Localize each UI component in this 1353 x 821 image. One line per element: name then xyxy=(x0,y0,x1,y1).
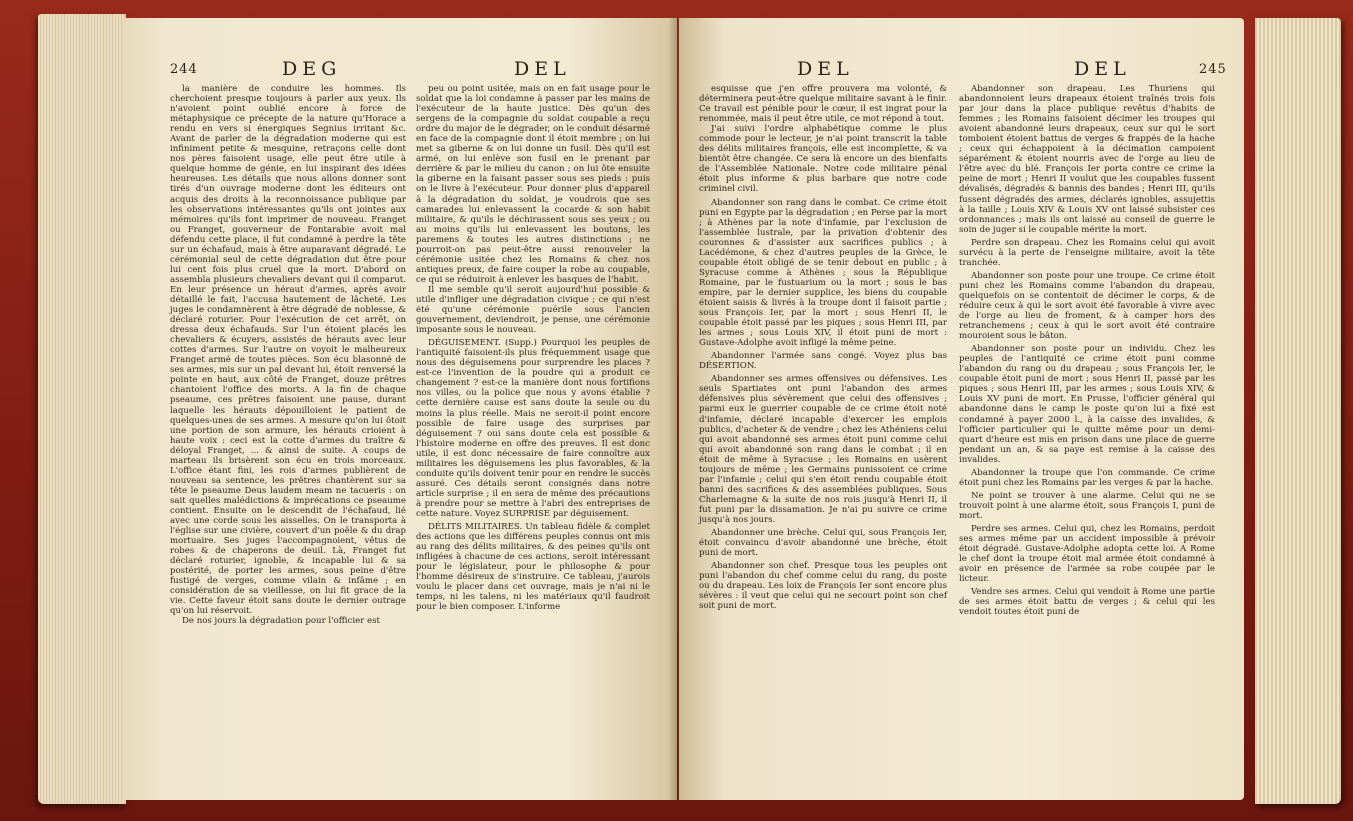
left-page-column-1 xyxy=(170,84,406,796)
entry: Abandonner ses armes offensives ou défensives. Les seuls Spartiates ont puni l'abandon des armes défensives plus sévèrement que celui des offensives ; parmi eux le guerrier coupable de ce crime étoit noté d'infamie, déclaré incapable d'exercer les emplois publics, d'acheter & de vendre ; chez les Athéniens celui qui avoit abandonné ses armes étoit puni comme celui qui avoit abandonné son rang dans le combat ; il en étoit de même à Syracuse ; les Romains en usèrent toujours de même ; les Germains punissoient ce crime par l'infamie ; celui qui s'en étoit rendu coupable étoit banni des sacrifices & des assemblées publiques. Sous Charlemagne & la suite de nos rois jusqu'à Henri II, il fut puni par la dissamation. Je n'ai pu suivre ce crime jusqu'à nos jours. xyxy=(699,374,947,525)
right-page xyxy=(679,18,1244,800)
entry: Abandonner son poste pour un individu. Chez les peuples de l'antiquité ce crime étoit puni comme l'abandon du rang ou du drapeau ; sous François Ier, le coupable étoit puni de mort ; sous Henri II, passé par les piques ; sous Henri III, par les armes ; sous Louis XIV, & Louis XV puni de mort. En Prusse, l'officier général qui abandonne dans le camp le poste qu'on lui a fixé est condamné à payer 2000 l., à la caisse des invalides, & l'officier particulier qui le quitte même pour un demi-quart d'heure est mis en prison dans une place de guerre pendant un an, & sa paye est remise à la caisse des invalides. xyxy=(959,344,1215,465)
article-heading-deguisement: DÉGUISEMENT. (Supp.) Pourquoi les peuples de l'antiquité faisoient-ils plus fréquemment usage que nous des déguisemens pour surprendre les places ? est-ce l'invention de la poudre qui a produit ce changement ? est-ce la manière dont nous fortifions nos villes, ou la police que nous y avons établie ? cette dernière cause est sans doute la seule ou du moins la plus réelle. Mais ne seroit-il point encore possible de faire usage des surprises par déguisement ? oui sans doute cela est possible & l'histoire moderne en offre des preuves. Il est donc utile, il est donc nécessaire de faire connoître aux militaires les déguisemens les plus favorables, & la conduite qu'ils doivent tenir pour en rendre le succès assuré. Ces détails seront consignés dans notre article surprise ; il en sera de même des précautions à prendre pour se mettre à l'abri des entreprises de cette nature. Voyez SURPRISE par déguisement. xyxy=(416,338,650,519)
paragraph: De nos jours la dégradation pour l'officier est xyxy=(182,616,380,627)
paragraph: J'ai suivi l'ordre alphabétique comme le plus commode pour le lecteur, je n'ai point transcrit la table des délits militaires françois, elle est incomplette, & va bientôt être changée. Ce sera là encore un des bienfaits de l'Assemblée Nationale. Notre code militaire pénal étoit plus informe & plus barbare que notre code criminel civil. xyxy=(699,124,947,195)
entry: Perdre son drapeau. Chez les Romains celui qui avoit survécu à la perte de l'enseigne militaire, avoit la tête tranchée. xyxy=(959,237,1215,268)
right-page-number: 245 xyxy=(1199,62,1227,77)
left-running-head-left: DEG xyxy=(282,58,342,80)
entry: Abandonner son chef. Presque tous les peuples ont puni l'abandon du chef comme celui du rang, du poste ou du drapeau. Les loix de François Ier sont encore plus sévères : il veut que celui qui ne secourt point son chef soit puni de mort. xyxy=(699,561,947,612)
paragraph: la manière de conduire les hommes. Ils cherchoient presque toujours à parler aux yeux. Ils n'avoient point oublié encore à force de métaphysique ce précepte de la nature qu'Horace a rendu en vers si énergiques Segnius irritant &c. Avant de parler de la dégradation moderne qui est infiniment petite & mesquine, retraçons celle dont nos pères faisoient usage, elle peut être utile à quelque homme de génie, en lui inspirant des idées heureuses. Les détails que nous allons donner sont tirés d'un ouvrage moderne dont les éditeurs ont acquis des droits à la reconnoissance publique par les observations intéressantes qu'ils ont jointes aux mémoires qu'ils font imprimer de nouveau. Franget ou Franget, gouverneur de Fontarabie avoit mal défendu cette place, il fut condamné à perdre la tête sur un échafaud, mais à être auparavant dégradé. Le cérémonial seul de cette dégradation dut être pour lui cent fois plus cruel que la mort. D'abord on assembla plusieurs chevaliers devant qui il comparut. En leur présence un héraut d'armes, après avoir détaillé le fait, l'accusa hautement de lâcheté. Les juges le condamnèrent à être dégradé de noblesse, & déclaré roturier. Pour l'exécution de cet arrêt, on dressa deux échafauds. Sur l'un étoient placés les chevaliers & écuyers, assistés de hérauts avec leur cottes d'armes. Sur l'autre on voyoit le malheureux Franget armé de toutes pièces. Son écu blasonné de ses armes, mis sur un pal devant lui, étoit renversé la pointe en haut, aux côté de Franget, douze prêtres chantoient l'office des morts. A la fin de chaque pseaume, ces prêtres faisoient une pause, durant laquelle les hérauts dépouilloient le patient de quelques-unes de ses armes. A mesure qu'on lui ôtoit une portion de son armure, les hérauts crioient à haute voix : ceci est la cotte d'armes du traître & déloyal Franget, ... & ainsi de suite. A coups de marteau ils brisèrent son écu en trois morceaux. L'office étant fini, les rois d'armes publièrent de nouveau sa sentence, les prêtres chantèrent sur sa tête le pseaume Deus laudem meam ne tacueris : on sait quelles malédictions & imprécations ce pseaume contient. Ensuite on le descendit de l'échafaud, lié avec une corde sous les aisselles. On le transporta à l'église sur une civière, couvert d'un poêle & du drap mortuaire. Ses juges l'accompagnoient, vêtus de robes & de chaperons de deuil. Là, Franget fut déclaré roturier, ignoble, & incapable lui & sa postérité, de porter les armes, sous peine d'être fustigé de verges, comme vilain & infâme ; en considération de sa vieillesse, on lui fit grace de la vie. Cette faveur étoit sans doute le dernier outrage qu'on lui réservoit. xyxy=(170,84,406,617)
article-heading-delits-militaires: DÉLITS MILITAIRES. Un tableau fidèle & complet des actions que les différens peuples connus ont mis au rang des délits militaires, & des peines qu'ils ont infligées à chacune de ces actions, seroit intéressant pour le législateur, pour le philosophe & pour l'homme désireux de s'instruire. Ce tableau, j'aurois voulu le placer dans cet ouvrage, mais je n'ai ni le temps, ni les talens, ni les matériaux qu'il faudroit pour le bien composer. L'informe xyxy=(416,522,650,613)
entry: Abandonner son rang dans le combat. Ce crime étoit puni en Egypte par la dégradation ; en Perse par la mort ; à Athènes par la note d'infamie, par l'exclusion de l'assemblée lustrale, par la privation d'obtenir des couronnes & d'assister aux sacrifices publics ; à Lacédémone, & chez d'autres peuples de la Grèce, le coupable étoit obligé de se tenir debout en public ; à Syracuse comme à Athènes ; sous la République Romaine, par le fustuarium ou la mort ; sous le bas empire, par le dernier supplice, les biens du coupable étoient saisis & livrés à la troupe dont il faisoit partie ; sous François Ier, par la mort ; sous Henri II, le coupable étoit passé par les piques ; sous Henri III, par les armes ; sous Louis XIV, il étoit puni de mort : Gustave-Adolphe avoit infligé la même peine. xyxy=(699,197,947,349)
right-page-edges xyxy=(1255,18,1341,804)
left-page xyxy=(122,18,677,800)
entry: Abandonner son poste pour une troupe. Ce crime étoit puni chez les Romains comme l'abandon du drapeau, quelquefois on se contentoit de décimer le corps, & de réduire ceux à qui le sort avoit été favorable à vivre avec de l'orge au lieu de froment, & à camper hors des retranchemens ; ceux à qui le sort avoit été contraire mouroient sous le bâton. xyxy=(959,270,1215,342)
entry: Abandonner son drapeau. Les Thuriens qui abandonnoient leurs drapeaux étoient traînés trois fois par jour dans la place publique revêtus d'habits de femmes ; les Romains faisoient décimer les troupes qui avoient abandonné leurs drapeaux, ceux sur qui le sort tomboient étoient battus de verges & frappés de la hache ; ceux qui échappoient à la décimation campoient séparément & étoient nourris avec de l'orge au lieu de l'être avec du blé. François Ier porta contre ce crime la peine de mort ; Henri II voulut que les coupables fussent dévalisés, dégradés & bannis des bandes ; Henri III, qu'ils fussent dégradés des armes, déclarés ignobles, assujettis à la taille ; Louis XIV & Louis XV ont laissé subsister ces ordonnances ; mais ils ont laissé au conseil de guerre le soin de juger si le coupable mérite la mort. xyxy=(959,84,1215,235)
entry: Ne point se trouver à une alarme. Celui qui ne se trouvoit point à une alarme étoit, sous François I, puni de mort. xyxy=(959,490,1215,521)
right-page-column-1 xyxy=(699,84,947,796)
left-running-head-right: DEL xyxy=(514,58,571,80)
left-page-column-2 xyxy=(416,84,650,796)
left-page-edges xyxy=(38,14,126,804)
entry: Abandonner la troupe que l'on commande. Ce crime étoit puni chez les Romains par les verges & par la hache. xyxy=(959,467,1215,488)
right-page-column-2 xyxy=(959,84,1215,796)
entry: Perdre ses armes. Celui qui, chez les Romains, perdoit ses armes même par un accident impossible à prévoir étoit dégradé. Gustave-Adolphe adopta cette loi. A Rome le chef dont la troupe étoit mal armée étoit condamné à avoir en présence de l'armée sa robe coupée par le licteur. xyxy=(959,523,1215,585)
entry: Vendre ses armes. Celui qui vendoit à Rome une partie de ses armes étoit battu de verges ; & celui qui les vendoit toutes étoit puni de xyxy=(959,587,1215,618)
entry: Abandonner une brèche. Celui qui, sous François Ier, étoit convaincu d'avoir abandonné une brèche, étoit puni de mort. xyxy=(699,528,947,559)
paragraph: esquisse que j'en offre prouvera ma volonté, & déterminera peut-être quelque militaire savant à le finir. Ce travail est pénible pour le cœur, il est ingrat pour la renommée, mais il peut être utile, ce mot répond à tout. xyxy=(699,84,947,125)
right-running-head-left: DEL xyxy=(797,58,854,80)
entry: Abandonner l'armée sans congé. Voyez plus bas DÉSERTION. xyxy=(699,351,947,372)
right-running-head-right: DEL xyxy=(1074,58,1131,80)
paragraph: Il me semble qu'il seroit aujourd'hui possible & utile d'infliger une dégradation civique ; ce qui n'est été qu'une cérémonie puérile sous l'ancien gouvernement, deviendroit, je pense, une cérémonie imposante sous le nouveau. xyxy=(416,284,650,336)
paragraph: peu ou point usitée, mais on en fait usage pour le soldat que la loi condamne à passer par les mains de l'exécuteur de la haute justice. Dès qu'un des sergens de la compagnie du soldat coupable a reçu ordre du major de le dégrader, on le conduit désarmé en face de la compagnie dont il étoit membre ; on lui met sa giberne & on lui donne un fusil. Dès qu'il est armé, on lui enlève son fusil en le prenant par derrière & par le milieu du canon ; on lui ôte ensuite la giberne en la faisant passer sous ses pieds : puis on le livre à l'exécuteur. Pour donner plus d'appareil à la dégradation du soldat, je voudrois que ses camarades lui enlevassent la cocarde & son habit militaire, & qu'ils le déchirassent sous ses yeux ; ou au moins qu'ils lui enlevassent les boutons, les paremens & toutes les autres distinctions ; ne pourroit-on pas peut-être aussi renouveler la cérémonie usitée chez les Romains & chez nos antiques preux, de faire couper la robe au coupable, ce qui se réduiroit à enlever les basques de l'habit. xyxy=(416,84,650,285)
left-page-number: 244 xyxy=(170,62,198,77)
